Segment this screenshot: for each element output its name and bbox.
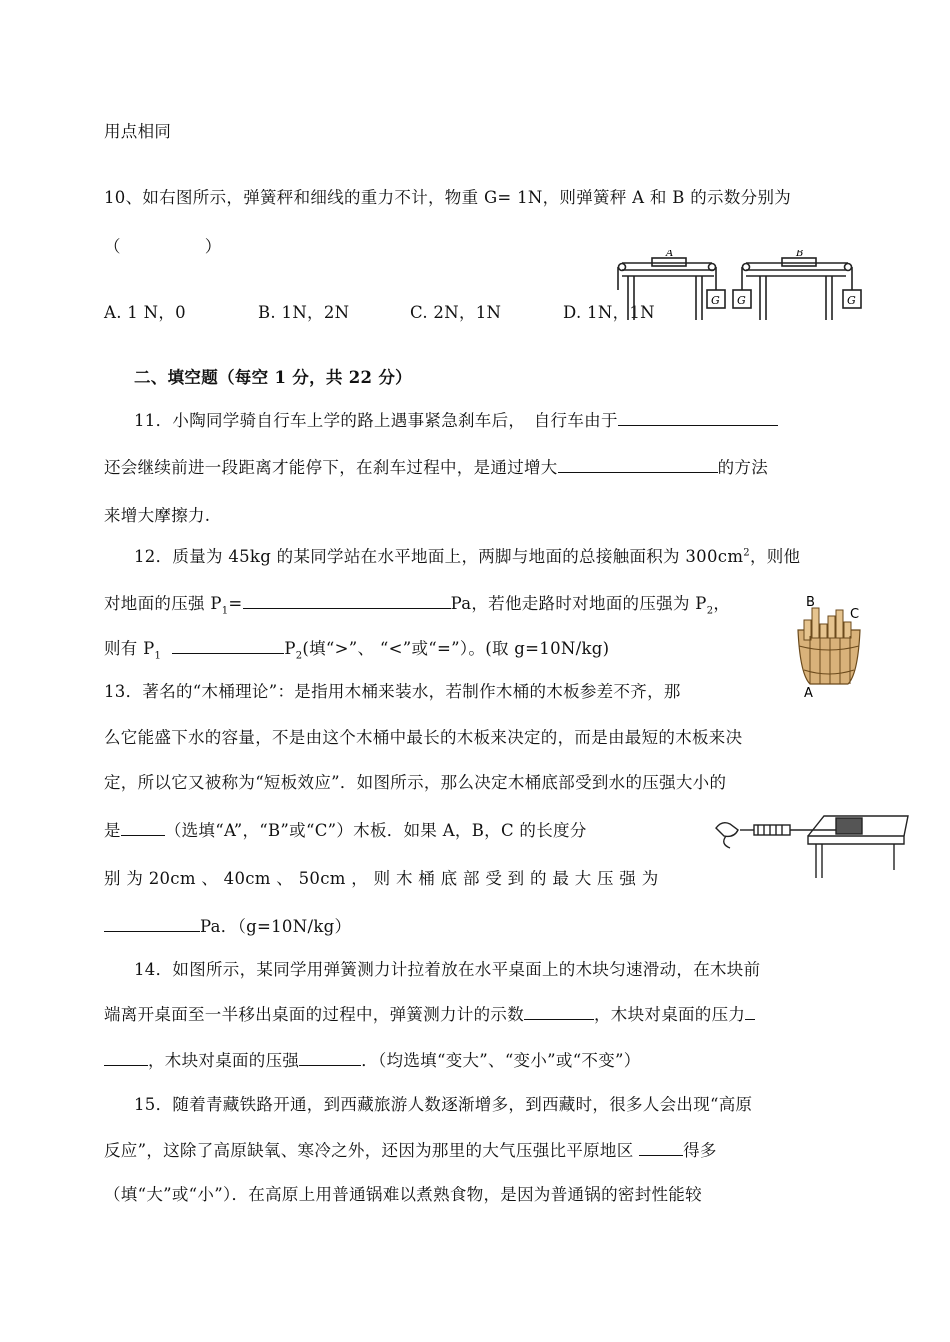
question-11-cont: 还会继续前进一段距离才能停下，在刹车过程中，是通过增大 的方法 — [104, 458, 769, 477]
question-12-cont: 对地面的压强 $P_1= Pa$，若他走路时对地面的压强为 $P_2$， — [104, 594, 731, 617]
spring-pull-block-figure — [708, 810, 910, 880]
question-11-end: 来增大摩擦力. — [104, 506, 211, 525]
question-10: 10、如右图所示，弹簧秤和细线的重力不计，物重 G= 1N，则弹簧秤 A 和 B 的示数分别为 — [104, 188, 792, 207]
option-c: C. 2N，1N — [410, 303, 502, 322]
spring-label-b: B — [796, 250, 804, 259]
option-a: A. 1 N，0 — [104, 303, 186, 322]
question-11: 11．小陶同学骑自行车上学的路上遇事紧急刹车后， 自行车由于 — [134, 409, 778, 432]
weight-label: G — [711, 294, 720, 307]
question-13-line3: 定，所以它又被称为“短板效应”．如图所示，那么决定木桶底部受到水的压强大小的 — [104, 773, 727, 792]
weight-label: G — [847, 294, 856, 307]
question-14-line3: ，木块对桌面的压强 ．（均选填“变大”、“变小”或“不变”） — [104, 1049, 641, 1072]
spring-scale-figure — [614, 250, 872, 322]
barrel-label-a: A — [804, 686, 813, 698]
barrel-label-b: B — [806, 596, 815, 610]
wooden-barrel-figure — [790, 596, 870, 698]
question-12-end: 则有 $P_1$ $P_2$(填“>”、 “<”或“=”）。(取 g=10N/kg) — [104, 639, 610, 662]
question-13-line5: 别 为 20cm 、 40cm 、 50cm ， 则 木 桶 底 部 受 到 的 最 大 压 强 为 — [104, 869, 659, 888]
question-15-line3: （填“大”或“小”）．在高原上用普通锅难以煮熟食物，是因为普通锅的密封性能较 — [104, 1185, 702, 1204]
question-13-line6: Pa．（g=10N/kg） — [104, 915, 351, 938]
option-b: B. 1N，2N — [258, 303, 350, 322]
question-13-line2: 么它能盛下水的容量，不是由这个木桶中最长的木板来决定的，而是由最短的木板来决 — [104, 728, 743, 747]
barrel-label-c: C — [850, 607, 860, 622]
question-14: 14．如图所示，某同学用弹簧测力计拉着放在水平桌面上的木块匀速滑动，在木块前 — [134, 960, 761, 979]
question-15-line2: 反应”，这除了高原缺氧、寒冷之外，还因为那里的大气压强比平原地区 得多 — [104, 1141, 717, 1160]
text-line: 用点相同 — [104, 122, 172, 141]
option-d: D. 1N，1N — [563, 303, 655, 322]
question-12: 12．质量为 45kg 的某同学站在水平地面上，两脚与地面的总接触面积为 $300cm^2$，则他 — [134, 547, 801, 566]
question-14-line2: 端离开桌面至一半移出桌面的过程中，弹簧测力计的示数 ，木块对桌面的压力 — [104, 1003, 755, 1026]
question-13-line4: 是 （选填“A”，“B”或“C”）木板．如果 A，B，C 的长度分 — [104, 821, 587, 840]
question-15: 15．随着青藏铁路开通，到西藏旅游人数逐渐增多，到西藏时，很多人会出现“高原 — [134, 1095, 753, 1114]
answer-paren: （ ） — [104, 237, 222, 256]
spring-label-a: A — [666, 250, 674, 259]
question-13: 13．著名的“木桶理论”：是指用木桶来装水，若制作木桶的木板参差不齐，那 — [104, 682, 681, 701]
weight-label: G — [737, 294, 746, 307]
section-heading: 二、填空题（每空 1 分，共 22 分） — [134, 368, 412, 387]
